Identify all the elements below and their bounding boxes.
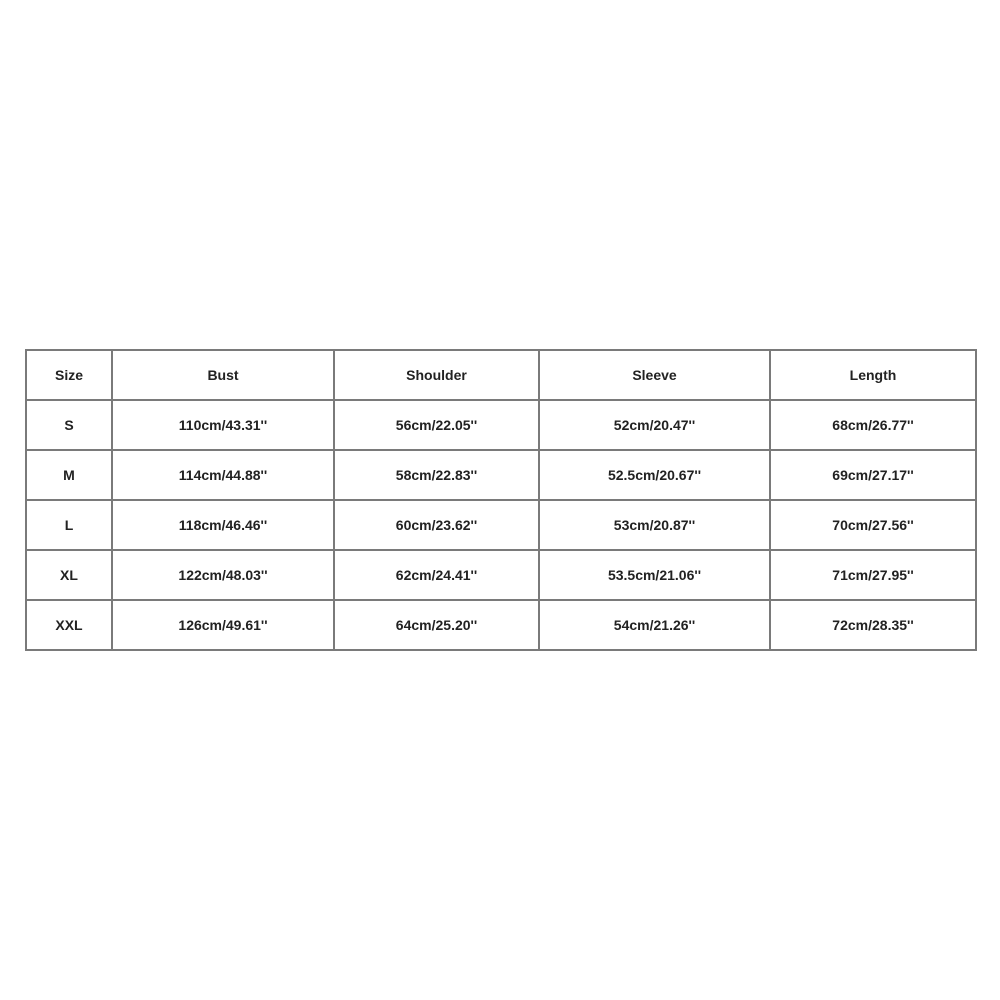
shoulder-cell: 58cm/22.83'': [334, 450, 539, 500]
length-cell: 71cm/27.95'': [770, 550, 976, 600]
bust-cell: 114cm/44.88'': [112, 450, 334, 500]
size-chart-table: [25, 349, 977, 651]
bust-cell: 126cm/49.61'': [112, 600, 334, 650]
size-cell: XXL: [26, 600, 112, 650]
shoulder-cell: 62cm/24.41'': [334, 550, 539, 600]
shoulder-cell: 56cm/22.05'': [334, 400, 539, 450]
shoulder-cell: 64cm/25.20'': [334, 600, 539, 650]
table-row: [26, 550, 976, 600]
sleeve-cell: 54cm/21.26'': [539, 600, 770, 650]
bust-cell: 118cm/46.46'': [112, 500, 334, 550]
header-shoulder: Shoulder: [334, 350, 539, 400]
size-cell: S: [26, 400, 112, 450]
size-cell: XL: [26, 550, 112, 600]
bust-cell: 110cm/43.31'': [112, 400, 334, 450]
table-row: [26, 400, 976, 450]
sleeve-cell: 53cm/20.87'': [539, 500, 770, 550]
length-cell: 69cm/27.17'': [770, 450, 976, 500]
size-cell: L: [26, 500, 112, 550]
length-cell: 70cm/27.56'': [770, 500, 976, 550]
length-cell: 72cm/28.35'': [770, 600, 976, 650]
table-header-row: [26, 350, 976, 400]
sleeve-cell: 53.5cm/21.06'': [539, 550, 770, 600]
table-row: [26, 600, 976, 650]
length-cell: 68cm/26.77'': [770, 400, 976, 450]
sleeve-cell: 52cm/20.47'': [539, 400, 770, 450]
shoulder-cell: 60cm/23.62'': [334, 500, 539, 550]
table-row: [26, 450, 976, 500]
bust-cell: 122cm/48.03'': [112, 550, 334, 600]
header-length: Length: [770, 350, 976, 400]
size-cell: M: [26, 450, 112, 500]
header-sleeve: Sleeve: [539, 350, 770, 400]
table-row: [26, 500, 976, 550]
header-bust: Bust: [112, 350, 334, 400]
sleeve-cell: 52.5cm/20.67'': [539, 450, 770, 500]
header-size: Size: [26, 350, 112, 400]
